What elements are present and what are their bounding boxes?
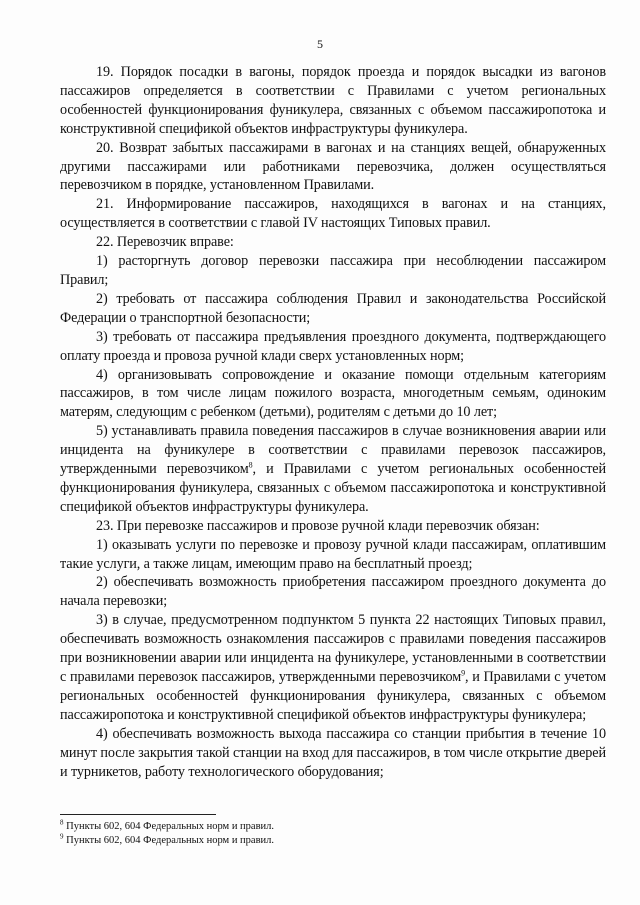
footnote-9 xyxy=(60,834,606,848)
paragraph-22-item-1: 1) расторгнуть договор перевозки пассажира при несоблюдении пассажиром Правил; xyxy=(60,253,606,288)
paragraph-22-item-2: 2) требовать от пассажира соблюдения Правил и законодательства Российской Федерации о транспортной безопасности; xyxy=(60,290,606,326)
paragraph-text: 5) устанавливать правила поведения пассажиров в случае возникновения аварии или инцидента на фуникулере в соответствии с правилами перевозок пассажиров, утвержденными перевозчиком xyxy=(60,423,606,478)
paragraph-22-item-4: 4) организовывать сопровождение и оказание помощи отдельным категориям пассажиров, в том числе лицам пожилого возраста, многодетным семьям, одиноким матерям, следующим с ребенком (детьми), родителям с детьми до 10 лет; xyxy=(60,366,606,421)
paragraph-23-item-2: 2) обеспечивать возможность приобретения пассажиром проездного документа до начала перевозки; xyxy=(60,574,606,610)
paragraph-21: 21. Информирование пассажиров, находящихся в вагонах и на станциях, осуществляется в соответствии с главой IV настоящих Типовых правил. xyxy=(60,196,606,232)
paragraph-23-heading: 23. При перевозке пассажиров и провозе ручной клади перевозчик обязан: xyxy=(96,517,540,534)
footnote-ref: 9 xyxy=(461,668,466,678)
footnote-text: Пункты 602, 604 Федеральных норм и правил. xyxy=(63,834,275,846)
paragraph-text: 3) в случае, предусмотренном подпунктом 5 пункта 22 настоящих Типовых правил, обеспечивать возможность ознакомления пассажиров с правилами поведения пассажиров при возникновении аварии или инцидента на фуникулере, установленными в соответствии с правилами перевозок пассажиров, утвержденными перевозчиком xyxy=(60,612,606,685)
paragraph-23-item-4: 4) обеспечивать возможность выхода пассажира со станции прибытия в течение 10 минут после закрытия такой станции на вход для пассажиров, в том числе открытие дверей и турникетов, работу технологического оборудования; xyxy=(60,725,606,780)
paragraph-23-item-3 xyxy=(60,611,606,724)
paragraph-text-cont: , и Правилами с учетом региональных особенностей функционирования фуникулера, связанных с объемом пассажиропотока и конструктивной спецификой объектов инфраструктуры фуникулера. xyxy=(60,461,607,515)
paragraph-20: 20. Возврат забытых пассажирами в вагонах и на станциях вещей, обнаруженных другими пассажирами или работниками перевозчика, должен осуществляться перевозчиком в порядке, установленном Правилами. xyxy=(60,139,606,194)
document-body xyxy=(60,63,606,781)
footnote-text: Пункты 602, 604 Федеральных норм и правил. xyxy=(63,821,275,832)
footnote-mark: 8 xyxy=(60,818,64,827)
paragraph-22-item-3: 3) требовать от пассажира предъявления проездного документа, подтверждающего оплату проезда и провоза ручной клади сверх установленных норм; xyxy=(60,328,606,364)
footnote-8 xyxy=(60,820,606,834)
footnote-ref: 8 xyxy=(248,460,253,470)
paragraph-22-item-5 xyxy=(60,422,606,517)
paragraph-text-cont: , и Правилами с учетом региональных особенностей функционирования фуникулера, связанных с объемом пассажиропотока и конструктивной спецификой объектов инфраструктуры фуникулера; xyxy=(60,669,606,723)
footnotes xyxy=(60,820,606,847)
footnote-mark: 9 xyxy=(60,832,64,840)
footnote-divider xyxy=(60,814,216,815)
paragraph-22-heading: 22. Перевозчик вправе: xyxy=(96,234,234,251)
paragraph-19: 19. Порядок посадки в вагоны, порядок проезда и порядок высадки из вагонов пассажиров определяется в соответствии с Правилами с учетом региональных особенностей функционирования фуникулера, связанных с объемом пассажиропотока и конструктивной спецификой объектов инфраструктуры фуникулера. xyxy=(60,64,606,137)
page-number: 5 xyxy=(317,37,323,51)
paragraph-23-item-1: 1) оказывать услуги по перевозке и провозу ручной клади пассажирам, оплатившим такие услуги, а также лицам, имеющим право на бесплатный проезд; xyxy=(60,536,606,572)
